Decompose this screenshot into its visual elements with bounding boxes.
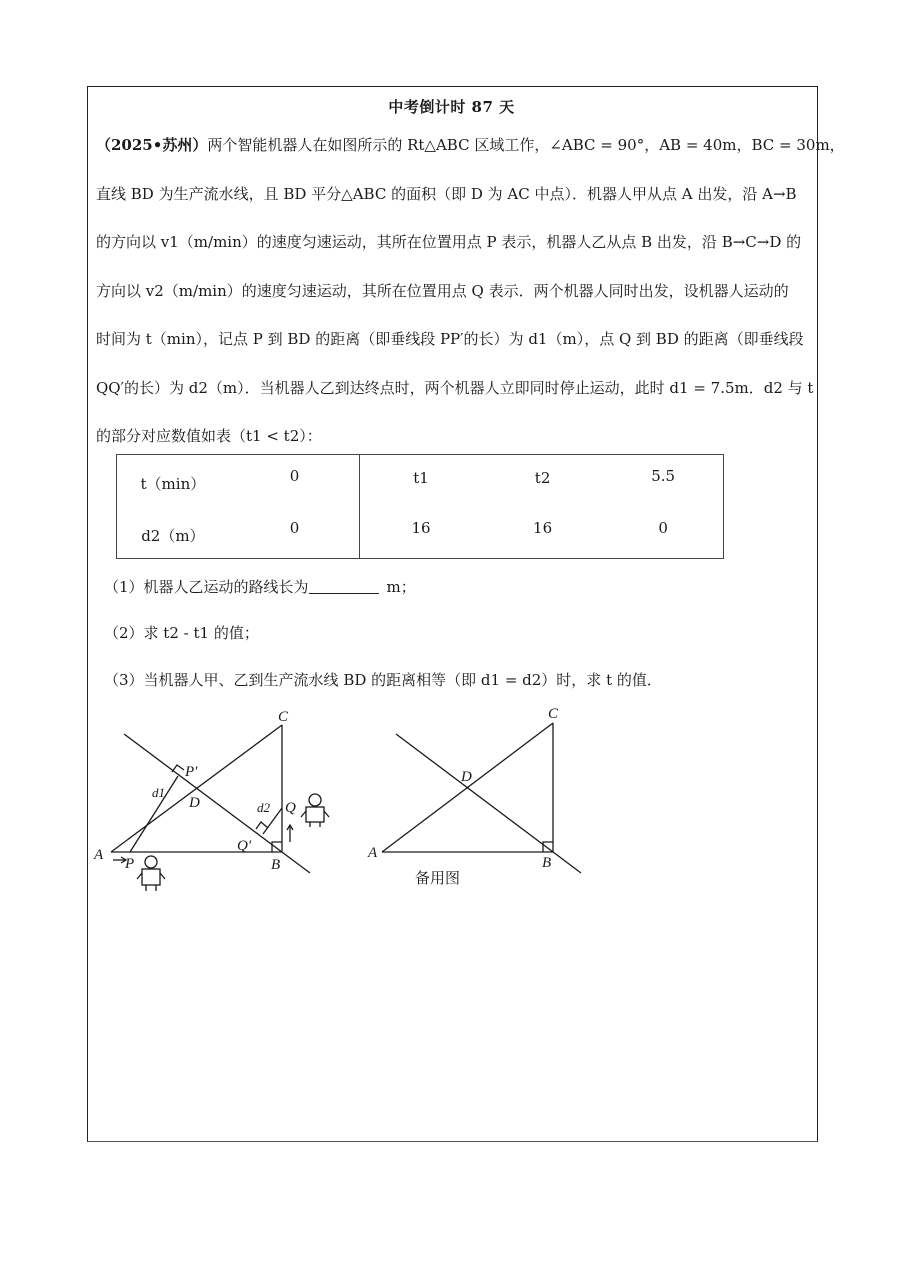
problem-line-3: 的方向以 v1（m/min）的速度匀速运动，其所在位置用点 P 表示，机器人乙从点 B 出发，沿 B→C→D 的 bbox=[96, 233, 802, 251]
problem-line-7: 的部分对应数值如表（t1 < t2）： bbox=[96, 427, 322, 445]
right-angle-mark-q bbox=[256, 822, 268, 829]
table-divider bbox=[359, 454, 360, 558]
problem-source: （2025•苏州） bbox=[96, 136, 208, 154]
answer-blank[interactable] bbox=[309, 579, 379, 594]
label-d: D bbox=[461, 769, 472, 785]
problem-line-5: 时间为 t（min），记点 P 到 BD 的距离（即垂线段 PP′的长）为 d1（m），点 Q 到 BD 的距离（即垂线段 bbox=[96, 330, 804, 348]
question-1-unit: m； bbox=[386, 578, 416, 596]
figure-2-caption: 备用图 bbox=[415, 869, 461, 887]
label-d: D bbox=[189, 795, 200, 811]
label-b: B bbox=[542, 855, 552, 871]
table-cell: 0 bbox=[289, 518, 300, 537]
label-p: P bbox=[125, 856, 135, 872]
question-3: （3）当机器人甲、乙到生产流水线 BD 的距离相等（即 d1 = d2）时，求 t 的值． bbox=[104, 671, 662, 689]
problem-line-4: 方向以 v2（m/min）的速度匀速运动，其所在位置用点 Q 表示．两个机器人同时出发，设机器人运动的 bbox=[96, 281, 789, 300]
robot-2-icon bbox=[301, 794, 329, 827]
figure-1 bbox=[90, 700, 350, 900]
label-q: Q bbox=[285, 800, 296, 816]
label-c: C bbox=[278, 709, 289, 725]
label-a: A bbox=[368, 845, 378, 861]
table-cell: 0 bbox=[289, 467, 300, 485]
table-cell: 5.5 bbox=[651, 467, 676, 485]
table-cell: 16 bbox=[533, 518, 553, 537]
table-header-d2: d2（m） bbox=[141, 526, 205, 545]
question-2: （2）求 t2 - t1 的值； bbox=[104, 624, 259, 642]
label-d2: d2 bbox=[257, 800, 270, 815]
table-header-t: t（min） bbox=[140, 475, 206, 493]
question-1 bbox=[104, 576, 416, 597]
label-d1: d1 bbox=[152, 785, 165, 800]
table-cell: t1 bbox=[413, 469, 429, 487]
problem-line-1 bbox=[96, 121, 845, 170]
label-a: A bbox=[94, 847, 104, 863]
robot-1-icon bbox=[137, 856, 165, 891]
label-c: C bbox=[548, 706, 559, 722]
problem-text bbox=[96, 121, 845, 461]
problem-line-6: QQ′的长）为 d2（m）．当机器人乙到达终点时，两个机器人立即同时停止运动，此时 d1 = 7.5m．d2 与 t bbox=[96, 378, 814, 397]
problem-line-1-text: 两个智能机器人在如图所示的 Rt△ABC 区域工作，∠ABC = 90°，AB = 40m，BC = 30m， bbox=[207, 136, 845, 154]
table-cell: 16 bbox=[411, 518, 431, 537]
question-1-text: （1）机器人乙运动的路线长为 bbox=[104, 578, 309, 596]
page-title: 中考倒计时 87 天 bbox=[388, 98, 515, 116]
label-q-prime: Q′ bbox=[237, 838, 252, 854]
label-p-prime: P′ bbox=[185, 764, 198, 780]
table-cell: 0 bbox=[658, 518, 668, 537]
table-cell: t2 bbox=[534, 469, 551, 487]
problem-line-2: 直线 BD 为生产流水线，且 BD 平分△ABC 的面积（即 D 为 AC 中点）．机器人甲从点 A 出发，沿 A→B bbox=[96, 184, 797, 203]
label-b: B bbox=[271, 857, 281, 873]
value-table bbox=[116, 454, 724, 559]
figure-2 bbox=[360, 700, 600, 890]
